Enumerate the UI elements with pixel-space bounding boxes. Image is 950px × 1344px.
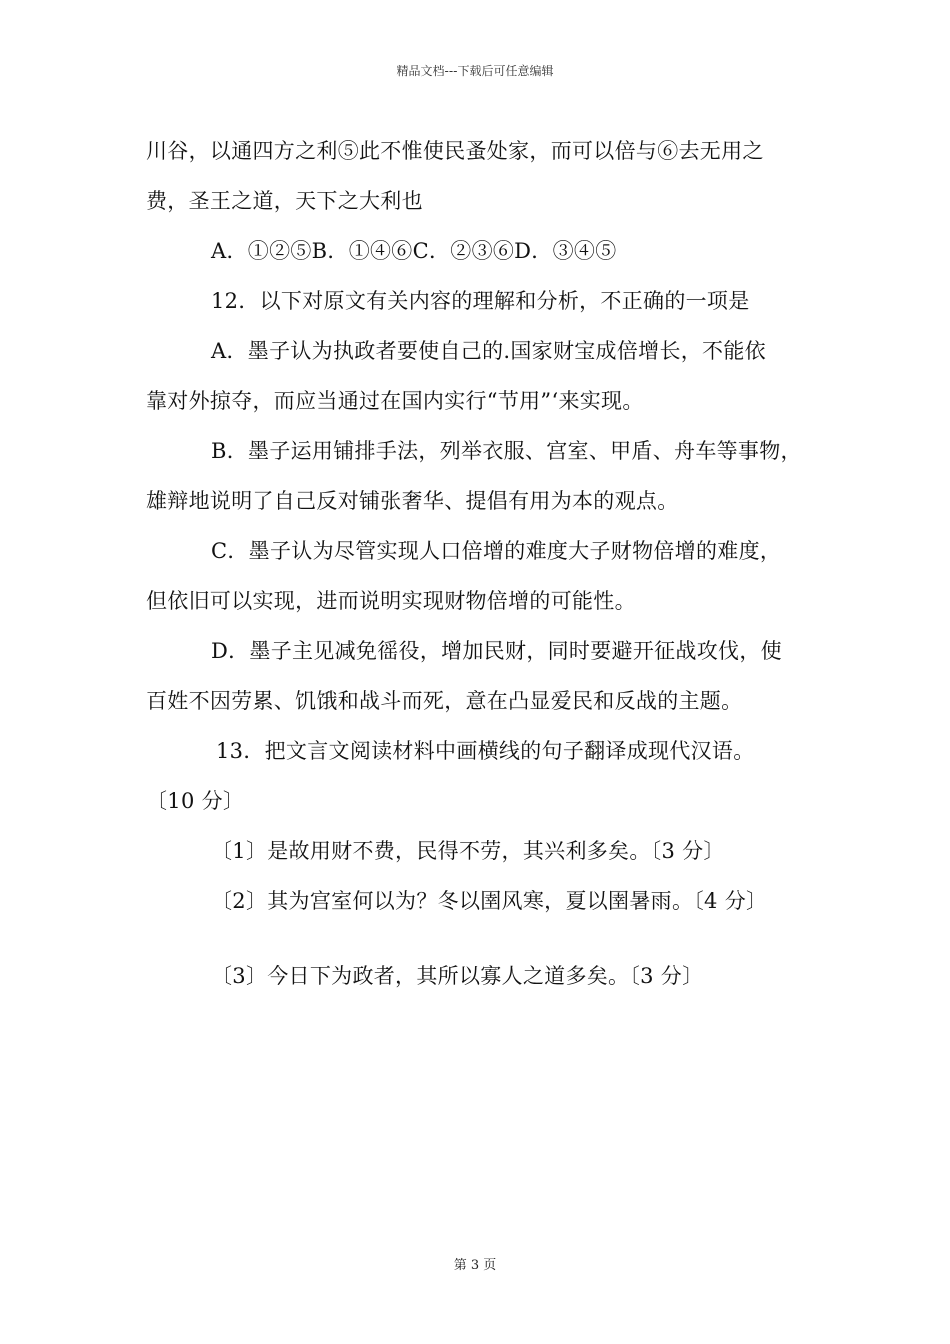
text-line: 但依旧可以实现，进而说明实现财物倍增的可能性。 [146,589,636,613]
sub-question-1: 〔1〕是故用财不费，民得不劳，其兴利多矣。〔3 分〕 [211,839,725,863]
option-b: B．墨子运用铺排手法，列举衣服、宫室、甲盾、舟车等事物， [211,439,802,463]
text-line: 费，圣王之道，天下之大利也 [146,189,423,213]
option-a: A．墨子认为执政者要使自己的.国家财宝成倍增长，不能依 [211,339,766,363]
score-note: 〔10 分〕 [146,789,245,813]
question-12: 12．以下对原文有关内容的理解和分析，不正确的一项是 [211,289,750,313]
sub-question-2: 〔2〕其为宫室何以为？冬以圉风寒，夏以圉暑雨。〔4 分〕 [211,889,768,913]
option-d: D．墨子主见减免徭役，增加民财，同时要避开征战攻伐，使 [211,639,782,663]
page-number: 第 3 页 [453,1258,497,1273]
text-line: 靠对外掠夺，而应当通过在国内实行“节用”‘来实现。 [146,389,644,413]
sub-question-3: 〔3〕今日下为政者，其所以寡人之道多矣。〔3 分〕 [211,964,704,988]
page-header: 精品文档---下载后可任意编辑 [396,64,554,78]
answer-options: A．①②⑤B．①④⑥C．②③⑥D．③④⑤ [211,239,617,263]
text-line: 百姓不因劳累、饥饿和战斗而死，意在凸显爱民和反战的主题。 [146,689,743,713]
option-c: C．墨子认为尽管实现人口倍增的难度大子财物倍增的难度， [211,539,782,563]
text-line: 雄辩地说明了自己反对铺张奢华、提倡有用为本的观点。 [146,489,679,513]
question-13: 13．把文言文阅读材料中画横线的句子翻译成现代汉语。 [216,739,755,763]
text-line: 川谷，以通四方之利⑤此不惟使民蚤处家，而可以倍与⑥去无用之 [146,139,764,163]
